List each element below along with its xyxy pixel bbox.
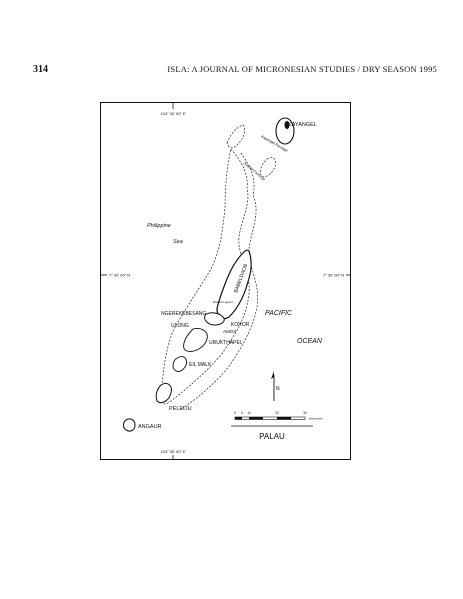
label-ngerekebesang: NGEREKEBESANG bbox=[161, 311, 207, 317]
label-kayangel: KAYANGEL bbox=[288, 122, 317, 128]
map-frame bbox=[100, 102, 351, 460]
label-peleliu: PELELIU bbox=[169, 406, 192, 412]
label-lagoon: Malakal Lagoon bbox=[213, 300, 233, 304]
peleliu-island bbox=[156, 383, 171, 402]
label-ulong: ULONG bbox=[171, 323, 189, 329]
north-arrow-head bbox=[271, 371, 274, 379]
label-kayangel-passage: Kayangel Passage bbox=[260, 134, 289, 153]
left-latitude-label: 7° 30' 00" N bbox=[109, 272, 131, 278]
label-toachel-passage: Toachel Passage bbox=[242, 160, 266, 182]
label-koror: KOROR bbox=[231, 322, 250, 328]
top-longitude-label: 134° 30' 00" E bbox=[160, 111, 186, 116]
scale-bar bbox=[235, 417, 305, 420]
angaur-island bbox=[124, 419, 136, 431]
label-pacific: PACIFIC bbox=[265, 310, 293, 317]
page-number: 314 bbox=[33, 64, 48, 75]
right-latitude-label: 7° 30' 00" N bbox=[323, 272, 345, 278]
bottom-longitude-label: 134° 30' 00" E bbox=[160, 449, 186, 454]
running-title: ISLA: A JOURNAL OF MICRONESIAN STUDIES / DRY SEASON 1995 bbox=[167, 64, 437, 74]
velasco-reef bbox=[260, 157, 275, 176]
urukthapel-island bbox=[184, 328, 208, 351]
label-ocean: OCEAN bbox=[297, 338, 322, 345]
label-angaur: ANGAUR bbox=[138, 424, 162, 430]
palau-map bbox=[101, 103, 351, 460]
scale-tick-20: 20 bbox=[275, 411, 279, 415]
label-philippine: Philippine bbox=[147, 223, 171, 229]
northern-reef bbox=[227, 125, 245, 148]
label-babeldaob: BABELDAOB bbox=[233, 263, 250, 294]
label-urukthapel: URUKTHAPEL bbox=[209, 340, 243, 346]
scale-tick-10: 10 bbox=[247, 411, 251, 415]
label-sea: Sea bbox=[173, 239, 183, 245]
north-arrow-label: N bbox=[276, 386, 280, 392]
running-header bbox=[33, 64, 437, 78]
label-eil-malk: EIL MALK bbox=[189, 362, 212, 368]
scale-unit: kilometers bbox=[309, 416, 323, 421]
label-amos: AMOS bbox=[223, 329, 237, 334]
scale-tick-30: 30 bbox=[303, 411, 307, 415]
map-title: PALAU bbox=[259, 432, 285, 441]
scale-tick-0: 0 bbox=[234, 411, 236, 415]
eil-malk-island bbox=[173, 357, 187, 372]
scale-tick-5: 5 bbox=[241, 411, 243, 415]
